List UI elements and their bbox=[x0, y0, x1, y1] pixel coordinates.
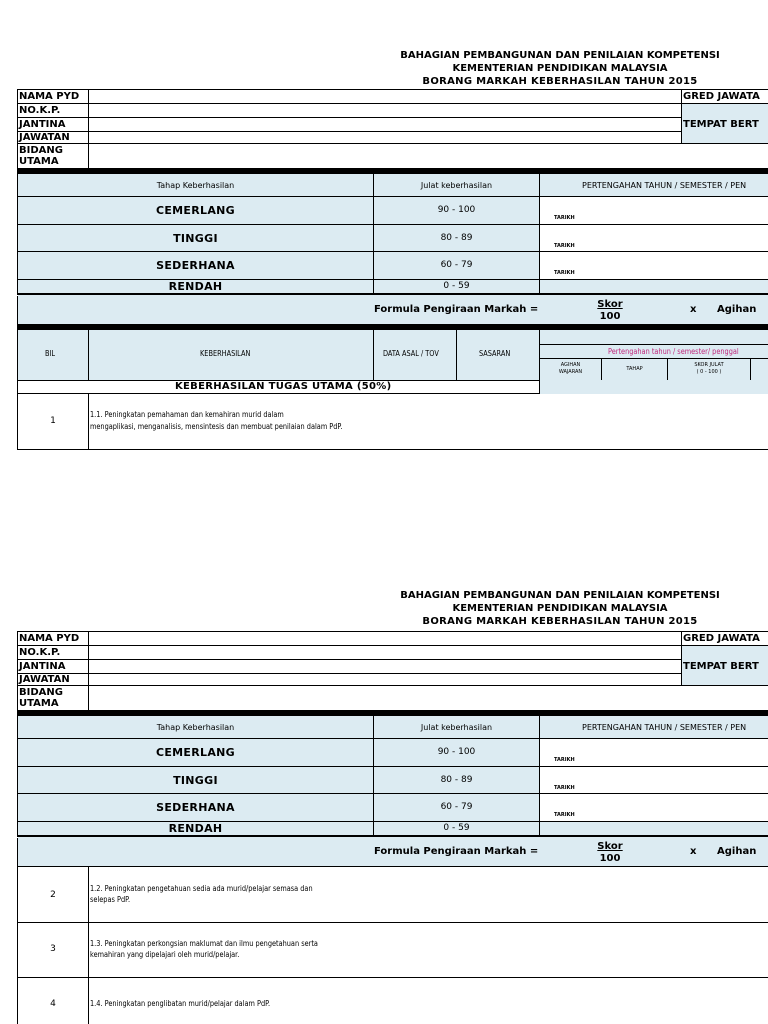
level-tinggi: TINGGI bbox=[173, 774, 218, 787]
label-gred-jawatan: GRED JAWATA bbox=[683, 633, 760, 644]
item-bil: 1 bbox=[50, 416, 56, 426]
item-text-line1: 1.4. Peningkatan penglibatan murid/pelajar dalam PdP. bbox=[90, 999, 271, 1008]
formula-denominator: 100 bbox=[599, 853, 621, 864]
level-rendah: RENDAH bbox=[168, 280, 223, 293]
formula-label: Formula Pengiraan Markah = bbox=[374, 846, 539, 857]
level-sederhana: SEDERHANA bbox=[156, 259, 235, 272]
formula-times: x bbox=[690, 846, 697, 857]
item-text-line1: 1.2. Peningkatan pengetahuan sedia ada murid/pelajar semasa dan bbox=[90, 884, 313, 893]
level-header-period: PERTENGAHAN TAHUN / SEMESTER / PEN bbox=[582, 181, 747, 190]
label-jawatan: JAWATAN bbox=[19, 674, 70, 685]
formula-denominator: 100 bbox=[599, 311, 621, 322]
level-rendah: RENDAH bbox=[168, 822, 223, 835]
level-header-period: PERTENGAHAN TAHUN / SEMESTER / PEN bbox=[582, 723, 747, 732]
level-cemerlang: CEMERLANG bbox=[156, 204, 235, 217]
range-sederhana: 60 - 79 bbox=[440, 260, 473, 270]
col-tahap: TAHAP bbox=[626, 366, 643, 372]
formula-agihan: Agihan bbox=[717, 304, 757, 315]
label-utama: UTAMA bbox=[19, 156, 59, 167]
col-skor-range: ( 0 - 100 ) bbox=[696, 369, 722, 375]
level-header-julat: Julat keberhasilan bbox=[420, 181, 493, 190]
header-ministry: KEMENTERIAN PENDIDIKAN MALAYSIA bbox=[452, 63, 668, 74]
range-tinggi: 80 - 89 bbox=[440, 233, 473, 243]
formula-numerator: Skor bbox=[597, 841, 623, 852]
formula-label: Formula Pengiraan Markah = bbox=[374, 304, 539, 315]
field-no-kp[interactable] bbox=[89, 104, 680, 116]
header-department: BAHAGIAN PEMBANGUNAN DAN PENILAIAN KOMPETENSI bbox=[400, 590, 720, 601]
item-bil: 3 bbox=[50, 944, 56, 954]
label-jantina: JANTINA bbox=[19, 661, 66, 672]
level-header-tahap: Tahap Keberhasilan bbox=[156, 723, 235, 732]
range-tinggi: 80 - 89 bbox=[440, 775, 473, 785]
col-sasaran: SASARAN bbox=[479, 349, 511, 358]
label-jantina: JANTINA bbox=[19, 119, 66, 130]
label-bidang: BIDANG bbox=[19, 687, 63, 698]
tarikh-label: TARIKH bbox=[554, 785, 575, 791]
col-period: Pertengahan tahun / semester/ penggal bbox=[608, 347, 739, 356]
label-utama: UTAMA bbox=[19, 698, 59, 709]
header-department: BAHAGIAN PEMBANGUNAN DAN PENILAIAN KOMPETENSI bbox=[400, 50, 720, 61]
section-tugas-utama: KEBERHASILAN TUGAS UTAMA (50%) bbox=[175, 381, 392, 392]
range-rendah: 0 - 59 bbox=[443, 823, 470, 833]
label-gred-jawatan: GRED JAWATA bbox=[683, 91, 760, 102]
tarikh-label: TARIKH bbox=[554, 243, 575, 249]
item-text-line2: mengaplikasi, menganalisis, mensintesis dan membuat penilaian dalam PdP. bbox=[90, 422, 343, 431]
label-tempat-bertugas: TEMPAT BERT bbox=[683, 661, 759, 672]
tarikh-label: TARIKH bbox=[554, 812, 575, 818]
tarikh-label: TARIKH bbox=[554, 757, 575, 763]
level-tinggi: TINGGI bbox=[173, 232, 218, 245]
label-no-kp: NO.K.P. bbox=[19, 647, 61, 658]
label-bidang: BIDANG bbox=[19, 145, 63, 156]
tarikh-label: TARIKH bbox=[554, 270, 575, 276]
header-ministry: KEMENTERIAN PENDIDIKAN MALAYSIA bbox=[452, 603, 668, 614]
formula-times: x bbox=[690, 304, 697, 315]
item-text-line2: kemahiran yang dipelajari oleh murid/pelajar. bbox=[90, 950, 240, 959]
level-sederhana: SEDERHANA bbox=[156, 801, 235, 814]
col-data-asal: DATA ASAL / TOV bbox=[383, 349, 439, 358]
item-text-line2: selepas PdP. bbox=[90, 895, 131, 904]
col-agihan: AGIHAN bbox=[560, 362, 581, 368]
label-nama-pyd: NAMA PYD bbox=[19, 633, 80, 644]
range-cemerlang: 90 - 100 bbox=[437, 205, 476, 215]
col-skor: SKOR JULAT bbox=[694, 362, 724, 368]
field-nama-pyd[interactable] bbox=[89, 90, 680, 102]
label-jawatan: JAWATAN bbox=[19, 132, 70, 143]
level-header-julat: Julat keberhasilan bbox=[420, 723, 493, 732]
col-wajaran: WAJARAN bbox=[558, 369, 583, 375]
label-no-kp: NO.K.P. bbox=[19, 105, 61, 116]
range-sederhana: 60 - 79 bbox=[440, 802, 473, 812]
form-page-2 bbox=[0, 540, 768, 1024]
item-text-line1: 1.1. Peningkatan pemahaman dan kemahiran murid dalam bbox=[90, 410, 284, 419]
item-bil: 4 bbox=[50, 999, 56, 1009]
header-form-title: BORANG MARKAH KEBERHASILAN TAHUN 2015 bbox=[422, 616, 698, 627]
formula-numerator: Skor bbox=[597, 299, 623, 310]
formula-agihan: Agihan bbox=[717, 846, 757, 857]
label-tempat-bertugas: TEMPAT BERT bbox=[683, 119, 759, 130]
item-text-line1: 1.3. Peningkatan perkongsian maklumat dan ilmu pengetahuan serta bbox=[90, 939, 318, 948]
range-rendah: 0 - 59 bbox=[443, 281, 470, 291]
col-keberhasilan: KEBERHASILAN bbox=[200, 349, 251, 358]
level-header-tahap: Tahap Keberhasilan bbox=[156, 181, 235, 190]
header-form-title: BORANG MARKAH KEBERHASILAN TAHUN 2015 bbox=[422, 76, 698, 87]
col-bil: BIL bbox=[45, 349, 56, 358]
level-cemerlang: CEMERLANG bbox=[156, 746, 235, 759]
tarikh-label: TARIKH bbox=[554, 215, 575, 221]
label-nama-pyd: NAMA PYD bbox=[19, 91, 80, 102]
range-cemerlang: 90 - 100 bbox=[437, 747, 476, 757]
item-bil: 2 bbox=[50, 890, 56, 900]
